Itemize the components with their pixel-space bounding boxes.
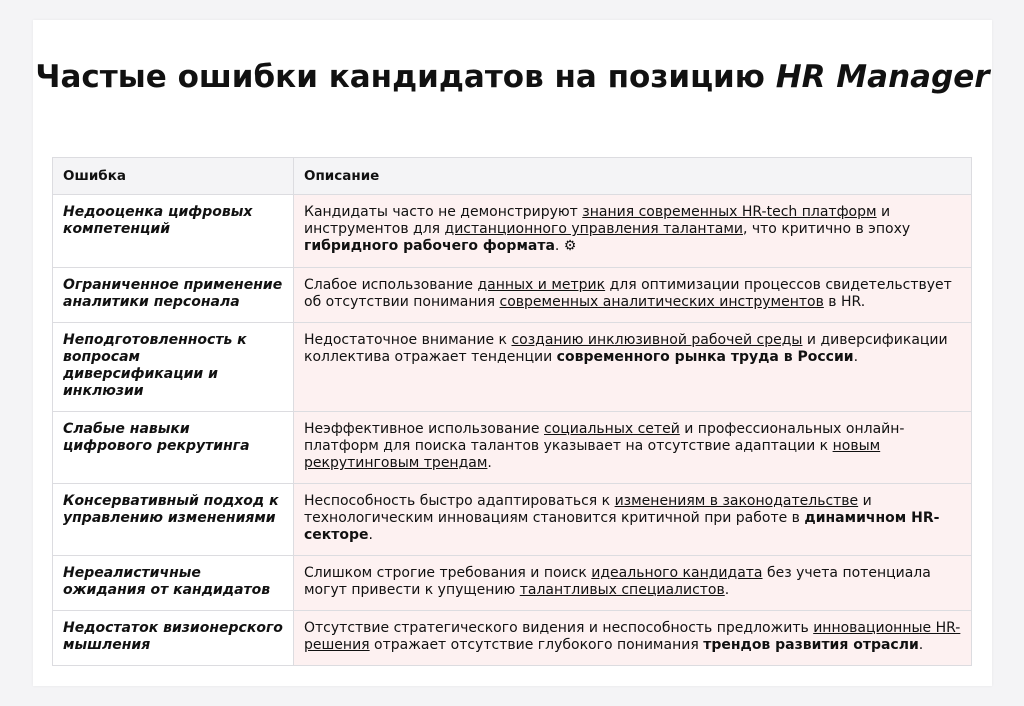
column-header-error: Ошибка xyxy=(53,158,294,195)
description-text: и технологическим инновациям становится критичной при работе в xyxy=(304,493,872,526)
error-cell: Нереалистичные ожидания от кандидатов xyxy=(53,556,294,611)
description-text: и профессиональных онлайн-платформ для поиска талантов указывает на отсутствие адаптации к xyxy=(304,421,905,454)
title-text: Частые ошибки кандидатов на позицию xyxy=(35,59,776,95)
highlighted-term: инновационные HR-решения xyxy=(304,620,961,653)
highlighted-term: идеального кандидата xyxy=(591,565,763,581)
description-text: отражает отсутствие глубокого понимания xyxy=(369,637,704,653)
description-cell xyxy=(294,412,972,484)
table-row xyxy=(53,268,972,323)
description-text: и диверсификации коллектива отражает тенденции xyxy=(304,332,948,365)
error-cell: Консервативный подход к управлению изменениями xyxy=(53,484,294,556)
error-cell: Неподготовленность к вопросам диверсификации и инклюзии xyxy=(53,323,294,412)
description-text: для оптимизации процессов свидетельствует об отсутствии понимания xyxy=(304,277,952,310)
content-card xyxy=(33,20,992,686)
description-text: Слишком строгие требования и поиск xyxy=(304,565,592,581)
error-cell: Ограниченное применение аналитики персонала xyxy=(53,268,294,323)
description-text: без учета потенциала могут привести к упущению xyxy=(304,565,931,598)
description-text: . xyxy=(368,527,373,543)
description-text: в HR. xyxy=(823,294,866,310)
description-cell xyxy=(294,268,972,323)
description-text: Кандидаты часто не демонстрируют xyxy=(304,204,583,220)
table-row xyxy=(53,412,972,484)
column-header-description: Описание xyxy=(294,158,972,195)
highlighted-term: изменениям в законодательстве xyxy=(614,493,859,509)
description-text: Неспособность быстро адаптироваться к xyxy=(304,493,615,509)
table-row xyxy=(53,195,972,268)
bold-term: современного рынка труда в России xyxy=(556,349,854,365)
table-row xyxy=(53,323,972,412)
description-cell xyxy=(294,556,972,611)
description-text: . xyxy=(918,637,924,653)
highlighted-term: новым рекрутинговым трендам xyxy=(304,438,881,471)
table-row xyxy=(53,611,972,666)
error-cell: Слабые навыки цифрового рекрутинга xyxy=(53,412,294,484)
description-text: и инструментов для xyxy=(304,204,891,237)
error-cell: Недооценка цифровых компетенций xyxy=(53,195,294,268)
highlighted-term: данных и метрик xyxy=(477,277,606,293)
highlighted-term: талантливых специалистов xyxy=(519,582,725,598)
table-row xyxy=(53,484,972,556)
table-header-row xyxy=(53,158,972,195)
error-cell: Недостаток визионерского мышления xyxy=(53,611,294,666)
page-title xyxy=(33,58,992,96)
description-text: Недостаточное внимание к xyxy=(304,332,512,348)
highlighted-term: социальных сетей xyxy=(544,421,680,437)
table-row xyxy=(53,556,972,611)
highlighted-term: дистанционного управления талантами xyxy=(444,221,743,237)
description-text: . ⚙ xyxy=(554,238,577,254)
description-text: Слабое использование xyxy=(304,277,478,293)
description-text: . xyxy=(487,455,492,471)
description-cell xyxy=(294,195,972,268)
description-text: , что критично в эпоху xyxy=(742,221,911,237)
errors-table xyxy=(52,157,972,666)
bold-term: трендов развития отрасли xyxy=(703,637,919,653)
description-cell xyxy=(294,323,972,412)
bold-term: динамичном HR-секторе xyxy=(304,510,940,543)
description-cell xyxy=(294,484,972,556)
description-cell xyxy=(294,611,972,666)
highlighted-term: знания современных HR-tech платформ xyxy=(582,204,877,220)
highlighted-term: современных аналитических инструментов xyxy=(499,294,824,310)
description-text: Отсутствие стратегического видения и неспособность предложить xyxy=(304,620,814,636)
description-text: Неэффективное использование xyxy=(304,421,544,437)
description-text: . xyxy=(724,582,730,598)
title-italic-text: HR Manager xyxy=(775,59,990,95)
bold-term: гибридного рабочего формата xyxy=(304,238,555,254)
description-text: . xyxy=(853,349,859,365)
highlighted-term: созданию инклюзивной рабочей среды xyxy=(511,332,803,348)
